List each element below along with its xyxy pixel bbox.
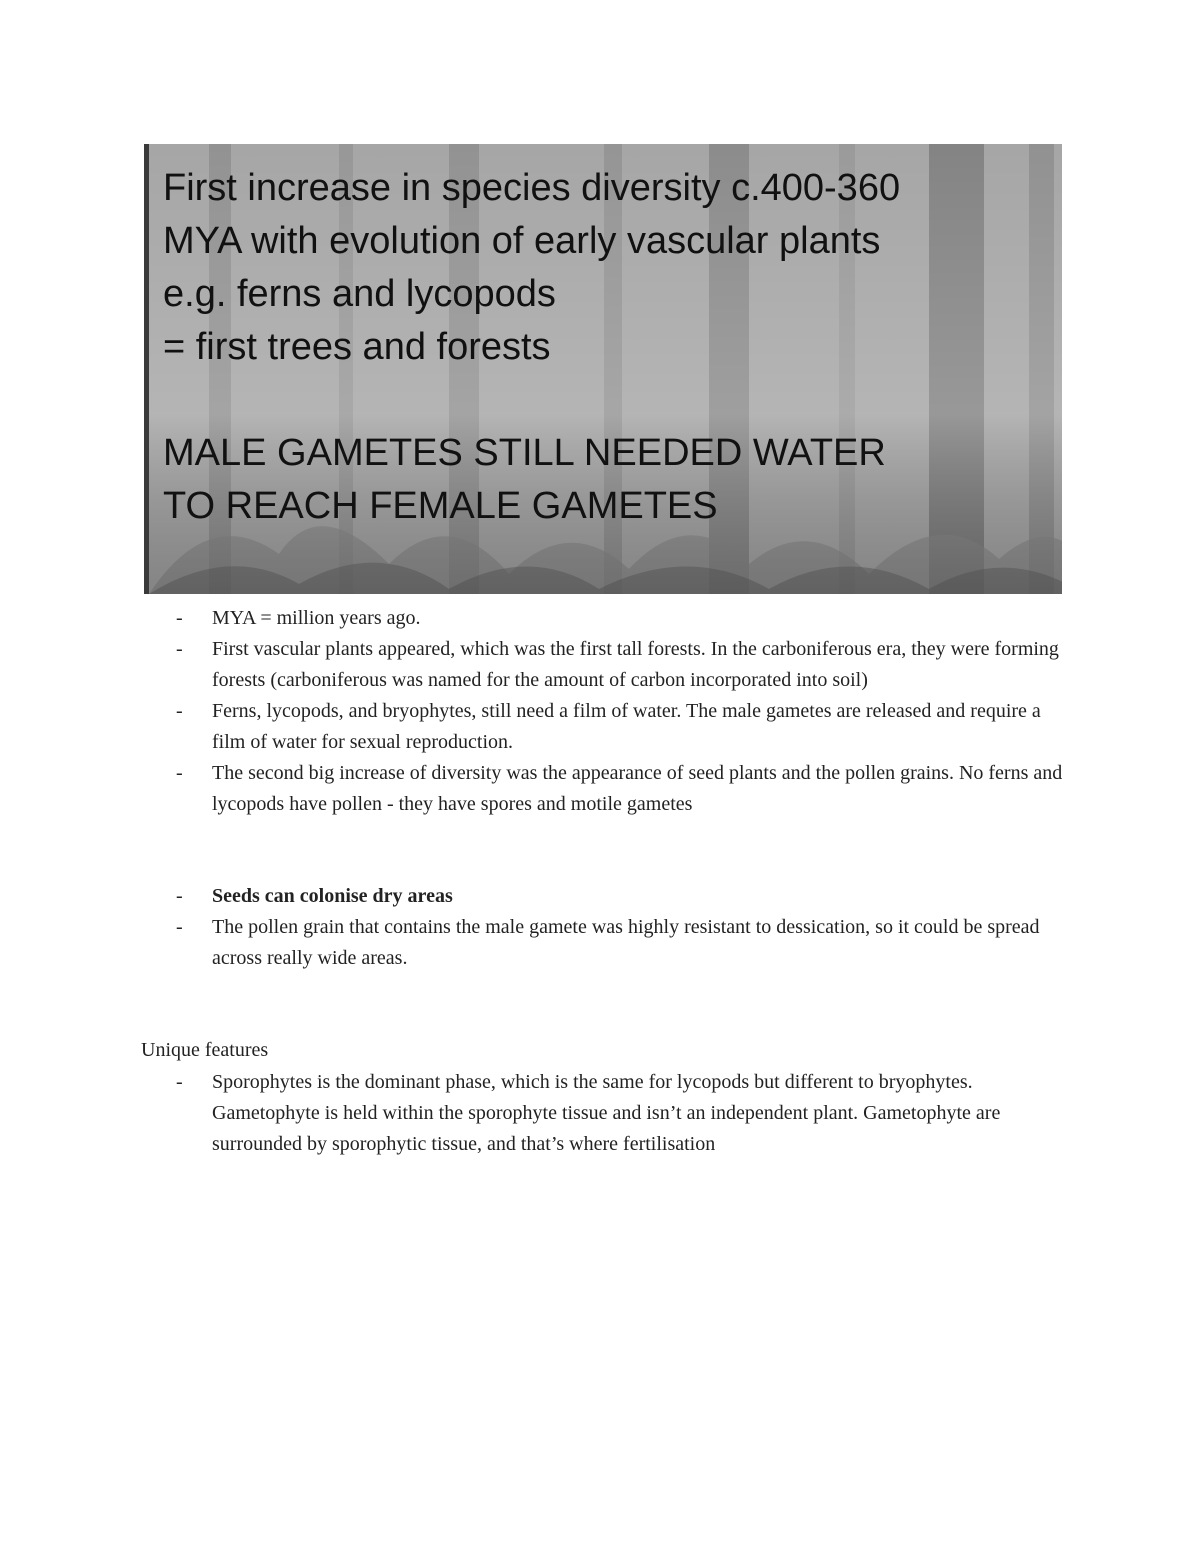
bullet-dash: - <box>176 762 183 784</box>
section-heading: Unique features <box>141 1039 269 1061</box>
slide-line: e.g. ferns and lycopods <box>163 273 556 315</box>
list-item <box>176 603 1066 634</box>
bullet-list <box>176 1067 1066 1160</box>
list-item-text: The pollen grain that contains the male gamete was highly resistant to dessication, so it could be spread across really wide areas. <box>212 916 1040 969</box>
bullet-dash: - <box>176 916 183 938</box>
slide-line: MYA with evolution of early vascular plants <box>163 220 881 262</box>
list-item <box>176 1067 1066 1160</box>
slide-gap <box>163 374 900 427</box>
list-item-text: MYA = million years ago. <box>212 607 421 629</box>
list-item <box>176 758 1066 820</box>
slide-caps-line: TO REACH FEMALE GAMETES <box>163 485 718 527</box>
list-item <box>176 696 1066 758</box>
bullet-list <box>176 603 1066 820</box>
bullet-dash: - <box>176 607 183 629</box>
slide-line: First increase in species diversity c.400-360 <box>163 167 901 209</box>
list-item-text: Seeds can colonise dry areas <box>212 885 453 907</box>
slide-line: = first trees and forests <box>163 326 551 368</box>
bullet-dash: - <box>176 700 183 722</box>
bullet-dash: - <box>176 1071 183 1093</box>
list-item <box>176 881 1066 912</box>
slide-text <box>163 162 900 533</box>
slide-image <box>144 144 1062 594</box>
list-item <box>176 634 1066 696</box>
list-item-text: Ferns, lycopods, and bryophytes, still need a film of water. The male gametes are released and require a film of water for sexual reproduction. <box>212 700 1041 753</box>
list-item-text: Sporophytes is the dominant phase, which is the same for lycopods but different to bryophytes. Gametophyte is held within the sporophyte tissue and isn’t an independent plant. Gametophyte are surrounded by sporophytic tissue, and that’s where fertilisation <box>212 1071 1001 1155</box>
list-item-text: First vascular plants appeared, which was the first tall forests. In the carboniferous era, they were forming forests (carboniferous was named for the amount of carbon incorporated into soil) <box>212 638 1059 691</box>
bullet-list <box>176 881 1066 974</box>
slide-caps-line: MALE GAMETES STILL NEEDED WATER <box>163 432 886 474</box>
bullet-dash: - <box>176 638 183 660</box>
list-item-text: The second big increase of diversity was the appearance of seed plants and the pollen grains. No ferns and lycopods have pollen - they have spores and motile gametes <box>212 762 1063 815</box>
bullet-dash: - <box>176 885 183 907</box>
list-item <box>176 912 1066 974</box>
